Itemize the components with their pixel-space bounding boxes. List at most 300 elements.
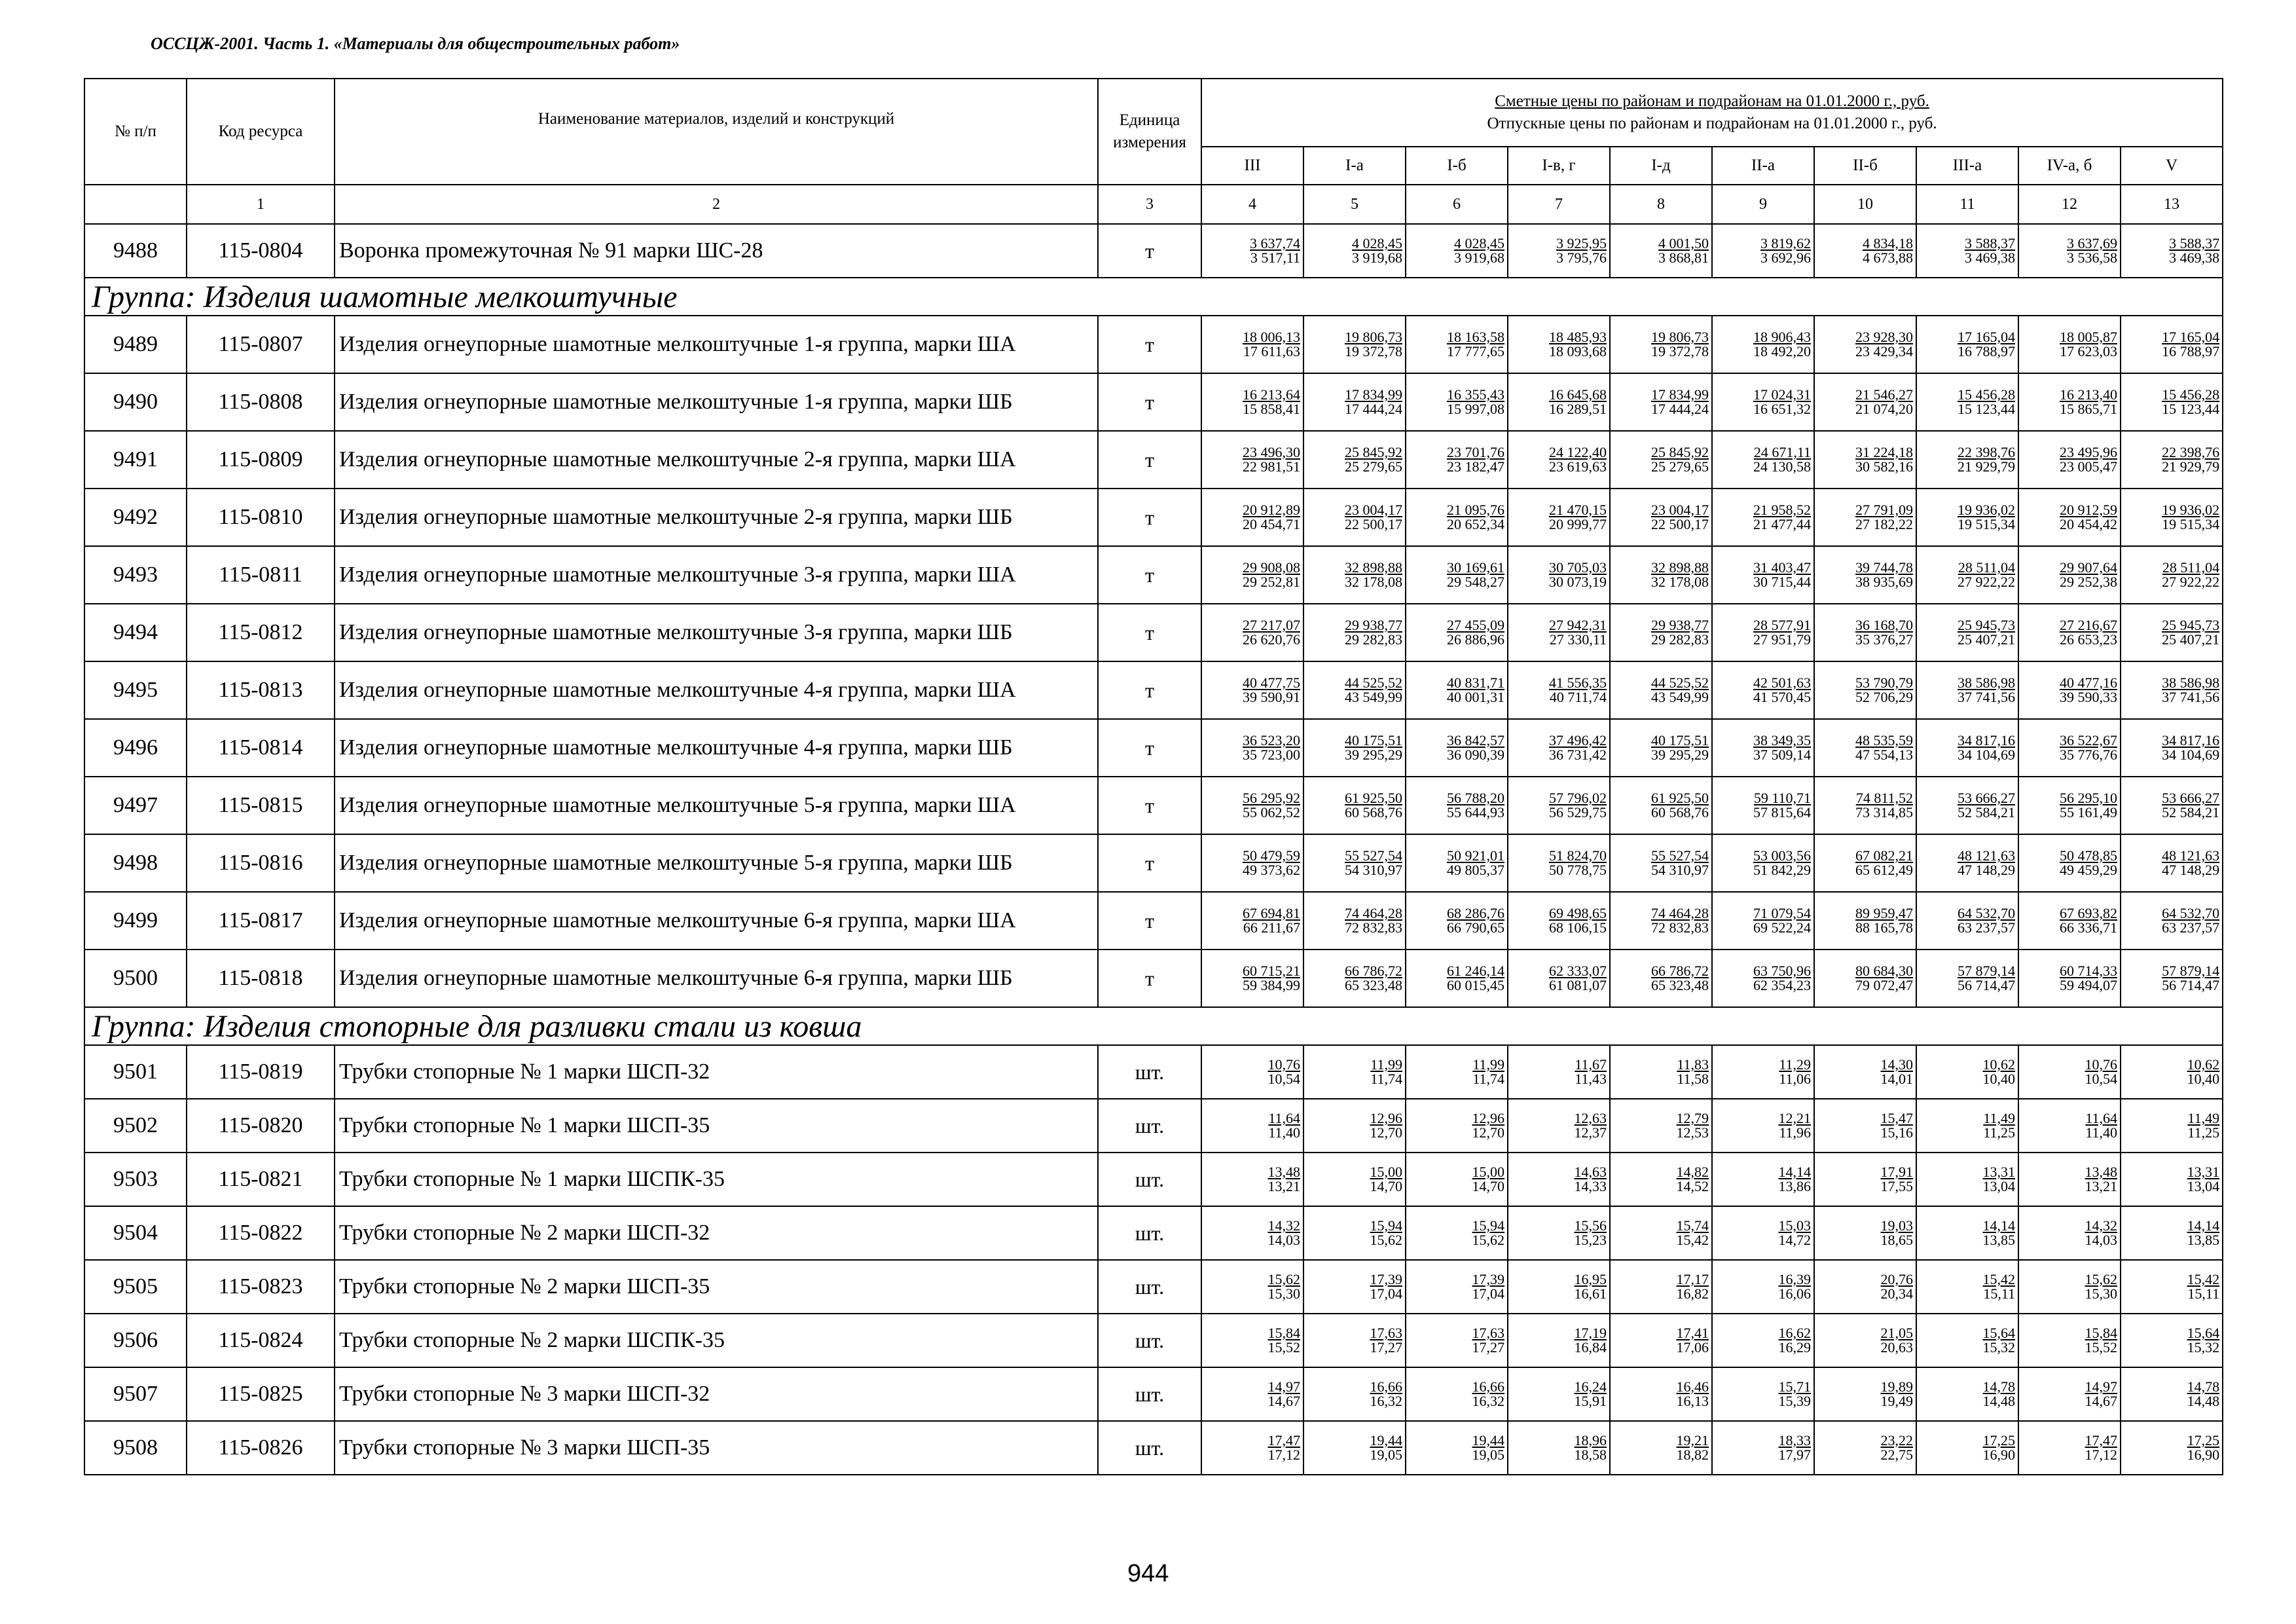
release-price: 52 584,21: [2162, 804, 2220, 821]
release-price: 56 714,47: [2162, 977, 2220, 993]
price-pair: [1406, 676, 1507, 705]
table-row: [84, 661, 2223, 719]
price-cell: [1916, 950, 2018, 1007]
release-price: 15,11: [1983, 1285, 2015, 1302]
release-price: 55 062,52: [1243, 804, 1300, 821]
price-cell: [2018, 719, 2121, 777]
release-price: 11,40: [2085, 1124, 2117, 1141]
price-cell: [1508, 546, 1610, 604]
column-number: 6: [1406, 185, 1508, 224]
price-pair: [1815, 1326, 1916, 1355]
price-cell: [1406, 1367, 1508, 1421]
estimate-price: 53 666,27: [1958, 790, 2015, 806]
table-row: [84, 604, 2223, 661]
price-cell: [1303, 1367, 1406, 1421]
price-cell: [1303, 1421, 1406, 1475]
release-price: 35 776,76: [2060, 747, 2117, 763]
estimate-price: 15,03: [1778, 1217, 1811, 1234]
row-number: 9500: [84, 950, 187, 1007]
release-price: 43 549,99: [1345, 689, 1402, 705]
price-cell: [1712, 1260, 1814, 1314]
release-price: 39 295,29: [1345, 747, 1402, 763]
price-cell: [1508, 431, 1610, 489]
column-number: 8: [1610, 185, 1712, 224]
price-cell: [1508, 719, 1610, 777]
release-price: 27 951,79: [1753, 631, 1811, 648]
price-cell: [2018, 950, 2121, 1007]
release-price: 79 072,47: [1855, 977, 1913, 993]
release-price: 43 549,99: [1651, 689, 1709, 705]
price-pair: [2019, 849, 2120, 877]
resource-code: 115-0818: [187, 950, 335, 1007]
price-cell: [1610, 604, 1712, 661]
price-cell: [1508, 777, 1610, 834]
price-cell: [1712, 1367, 1814, 1421]
price-cell: [1610, 1367, 1712, 1421]
release-price: 14,01: [1880, 1071, 1913, 1087]
estimate-price: 18 906,43: [1753, 329, 1811, 345]
estimate-price: 15,84: [2085, 1325, 2117, 1341]
estimate-price: 11,99: [1472, 1056, 1504, 1073]
release-price: 15,42: [1676, 1232, 1709, 1248]
price-cell: [1303, 1099, 1406, 1153]
estimate-price: 67 694,81: [1243, 905, 1300, 921]
estimate-price: 15,84: [1267, 1325, 1300, 1341]
table-row: [84, 1045, 2223, 1099]
estimate-price: 3 819,62: [1760, 235, 1811, 251]
group-title: Группа: Изделия стопорные для разливки стали из ковша: [84, 1007, 2223, 1045]
estimate-price: 15,94: [1370, 1217, 1402, 1234]
header-code: Код ресурса: [187, 79, 335, 185]
price-pair: [1815, 1380, 1916, 1409]
release-price: 29 282,83: [1345, 631, 1402, 648]
release-price: 19,05: [1370, 1447, 1402, 1463]
estimate-price: 80 684,30: [1855, 963, 1913, 979]
release-price: 68 106,15: [1549, 919, 1607, 936]
release-price: 22 500,17: [1651, 516, 1709, 532]
release-price: 60 568,76: [1651, 804, 1709, 821]
price-cell: [1406, 1153, 1508, 1206]
release-price: 60 015,45: [1447, 977, 1504, 993]
price-cell: [1201, 604, 1303, 661]
estimate-price: 17 024,31: [1753, 386, 1811, 403]
price-cell: [1508, 1206, 1610, 1260]
release-price: 11,25: [2187, 1124, 2220, 1141]
price-pair: [1917, 1326, 2018, 1355]
column-number: 4: [1201, 185, 1303, 224]
estimate-price: 63 750,96: [1753, 963, 1811, 979]
estimate-price: 89 959,47: [1855, 905, 1913, 921]
price-pair: [1304, 676, 1405, 705]
estimate-price: 59 110,71: [1753, 790, 1811, 806]
release-price: 11,25: [1983, 1124, 2015, 1141]
price-pair: [1917, 676, 2018, 705]
release-price: 26 653,23: [2060, 631, 2117, 648]
price-cell: [1201, 1421, 1303, 1475]
release-price: 16,90: [1982, 1447, 2015, 1463]
row-number: 9492: [84, 489, 187, 546]
estimate-price: 17,41: [1676, 1325, 1709, 1341]
price-pair: [1917, 561, 2018, 589]
price-pair: [1304, 1165, 1405, 1194]
price-cell: [2018, 1206, 2121, 1260]
price-pair: [1202, 1272, 1303, 1301]
price-cell: [1712, 950, 1814, 1007]
estimate-price: 71 079,54: [1753, 905, 1811, 921]
unit: т: [1098, 604, 1201, 661]
estimate-price: 16,39: [1778, 1271, 1811, 1287]
release-price: 3 517,11: [1250, 249, 1300, 266]
price-pair: [1611, 906, 1711, 935]
estimate-price: 56 295,92: [1243, 790, 1300, 806]
price-pair: [1508, 906, 1609, 935]
price-pair: [1815, 1219, 1916, 1247]
estimate-price: 74 464,28: [1345, 905, 1402, 921]
price-pair: [1202, 733, 1303, 762]
price-cell: [1303, 719, 1406, 777]
price-pair: [2121, 1219, 2222, 1247]
price-cell: [1303, 950, 1406, 1007]
column-number: 12: [2018, 185, 2121, 224]
release-price: 16,29: [1778, 1339, 1811, 1356]
price-cell: [2121, 1314, 2223, 1367]
release-price: 52 706,29: [1855, 689, 1913, 705]
estimate-price: 16,66: [1370, 1378, 1402, 1395]
price-pair: [1304, 1058, 1405, 1086]
release-price: 52 584,21: [1958, 804, 2015, 821]
price-pair: [1406, 1111, 1507, 1140]
unit: т: [1098, 834, 1201, 892]
release-price: 17,12: [1267, 1447, 1300, 1463]
price-pair: [1304, 1272, 1405, 1301]
price-pair: [1406, 906, 1507, 935]
price-cell: [2121, 431, 2223, 489]
resource-code: 115-0821: [187, 1153, 335, 1206]
release-price: 19 372,78: [1651, 343, 1709, 360]
release-price: 12,37: [1574, 1124, 1607, 1141]
estimate-price: 61 246,14: [1447, 963, 1504, 979]
resource-code: 115-0814: [187, 719, 335, 777]
price-pair: [1917, 1058, 2018, 1086]
release-price: 56 529,75: [1549, 804, 1607, 821]
estimate-price: 23,22: [1880, 1432, 1913, 1449]
material-name: Изделия огнеупорные шамотные мелкоштучные 6-я группа, марки ША: [335, 892, 1098, 950]
estimate-price: 3 637,74: [1250, 235, 1300, 251]
document-header: ОССЦЖ-2001. Часть 1. «Материалы для общестроительных работ»: [151, 34, 680, 53]
release-price: 15,32: [1982, 1339, 2015, 1356]
estimate-price: 25 845,92: [1345, 444, 1402, 460]
estimate-price: 16 355,43: [1447, 386, 1504, 403]
price-cell: [1508, 1153, 1610, 1206]
price-cell: [2121, 834, 2223, 892]
price-pair: [1713, 236, 1813, 265]
table-row: [84, 950, 2223, 1007]
price-pair: [1713, 618, 1813, 647]
price-pair: [1304, 1111, 1405, 1140]
price-pair: [1202, 1380, 1303, 1409]
price-cell: [1201, 892, 1303, 950]
estimate-price: 21,05: [1880, 1325, 1913, 1341]
estimate-price: 50 921,01: [1447, 847, 1504, 864]
release-price: 15,52: [2085, 1339, 2117, 1356]
price-pair: [1202, 1219, 1303, 1247]
estimate-price: 19 806,73: [1345, 329, 1402, 345]
estimate-price: 16,66: [1472, 1378, 1504, 1395]
table-row: [84, 892, 2223, 950]
price-pair: [1406, 1219, 1507, 1247]
estimate-price: 23 496,30: [1243, 444, 1300, 460]
release-price: 3 795,76: [1556, 249, 1607, 266]
release-price: 3 692,96: [1760, 249, 1811, 266]
release-price: 15,30: [1267, 1285, 1300, 1302]
price-cell: [2018, 661, 2121, 719]
release-price: 3 469,38: [2169, 249, 2220, 266]
estimate-price: 32 898,88: [1651, 559, 1709, 576]
row-number: 9497: [84, 777, 187, 834]
estimate-price: 11,83: [1677, 1056, 1709, 1073]
unit: шт.: [1098, 1045, 1201, 1099]
release-price: 12,53: [1676, 1124, 1709, 1141]
price-pair: [1304, 964, 1405, 993]
price-cell: [2121, 1153, 2223, 1206]
table-row: [84, 546, 2223, 604]
release-price: 14,67: [1267, 1393, 1300, 1409]
price-cell: [1406, 892, 1508, 950]
price-cell: [1712, 431, 1814, 489]
price-pair: [1713, 1272, 1813, 1301]
price-cell: [1610, 431, 1712, 489]
release-price: 25 407,21: [2162, 631, 2220, 648]
estimate-price: 14,30: [1880, 1056, 1913, 1073]
price-cell: [1508, 834, 1610, 892]
price-pair: [1611, 445, 1711, 474]
price-pair: [1815, 561, 1916, 589]
price-pair: [2121, 445, 2222, 474]
material-name: Изделия огнеупорные шамотные мелкоштучные 1-я группа, марки ШБ: [335, 373, 1098, 431]
price-pair: [2121, 503, 2222, 532]
price-cell: [1201, 719, 1303, 777]
release-price: 14,52: [1676, 1178, 1709, 1194]
release-price: 38 935,69: [1855, 574, 1913, 590]
price-pair: [2019, 964, 2120, 993]
table-row: [84, 777, 2223, 834]
price-pair: [1202, 964, 1303, 993]
header-region: III-а: [1916, 147, 2018, 185]
price-cell: [1303, 224, 1406, 278]
price-cell: [1303, 777, 1406, 834]
column-number-blank: [84, 185, 187, 224]
estimate-price: 67 693,82: [2060, 905, 2117, 921]
price-cell: [1406, 950, 1508, 1007]
price-pair: [2019, 1058, 2120, 1086]
price-cell: [2018, 1099, 2121, 1153]
price-cell: [1610, 489, 1712, 546]
material-name: Изделия огнеупорные шамотные мелкоштучные 1-я группа, марки ША: [335, 316, 1098, 373]
release-price: 55 161,49: [2060, 804, 2117, 821]
price-pair: [1815, 676, 1916, 705]
estimate-price: 44 525,52: [1651, 674, 1709, 691]
price-pair: [1815, 964, 1916, 993]
release-price: 66 211,67: [1243, 919, 1300, 936]
release-price: 30 582,16: [1855, 458, 1913, 475]
price-pair: [1406, 445, 1507, 474]
release-price: 15,23: [1574, 1232, 1607, 1248]
release-price: 41 570,45: [1753, 689, 1811, 705]
unit: т: [1098, 777, 1201, 834]
estimate-price: 18,96: [1574, 1432, 1607, 1449]
price-pair: [1917, 445, 2018, 474]
row-number: 9494: [84, 604, 187, 661]
price-table: [84, 78, 2223, 1475]
price-pair: [1917, 618, 2018, 647]
estimate-price: 40 175,51: [1345, 732, 1402, 748]
price-pair: [1815, 503, 1916, 532]
table-row: [84, 373, 2223, 431]
release-price: 69 522,24: [1753, 919, 1811, 936]
table-row: [84, 431, 2223, 489]
material-name: Трубки стопорные № 1 марки ШСПК-35: [335, 1153, 1098, 1206]
table-row: [84, 489, 2223, 546]
estimate-price: 14,78: [2187, 1378, 2220, 1395]
price-pair: [1611, 330, 1711, 359]
estimate-price: 11,67: [1575, 1056, 1607, 1073]
release-price: 30 073,19: [1549, 574, 1607, 590]
price-pair: [1406, 618, 1507, 647]
estimate-price: 10,76: [1267, 1056, 1300, 1073]
estimate-price: 62 333,07: [1549, 963, 1607, 979]
price-pair: [1713, 676, 1813, 705]
price-cell: [1303, 661, 1406, 719]
release-price: 65 323,48: [1651, 977, 1709, 993]
price-cell: [1303, 1045, 1406, 1099]
price-cell: [1610, 834, 1712, 892]
price-cell: [1201, 489, 1303, 546]
price-cell: [1814, 1206, 1916, 1260]
release-price: 19 515,34: [1958, 516, 2015, 532]
release-price: 15,62: [1370, 1232, 1402, 1248]
material-name: Изделия огнеупорные шамотные мелкоштучные 5-я группа, марки ША: [335, 777, 1098, 834]
table-row: [84, 1206, 2223, 1260]
estimate-price: 53 790,79: [1855, 674, 1913, 691]
row-number: 9501: [84, 1045, 187, 1099]
release-price: 54 310,97: [1345, 862, 1402, 878]
price-pair: [1304, 791, 1405, 820]
price-pair: [1713, 791, 1813, 820]
unit: т: [1098, 224, 1201, 278]
price-cell: [1712, 1045, 1814, 1099]
price-cell: [1610, 1260, 1712, 1314]
price-pair: [1815, 388, 1916, 416]
estimate-price: 15,64: [1982, 1325, 2015, 1341]
price-pair: [1508, 1272, 1609, 1301]
release-price: 55 644,93: [1447, 804, 1504, 821]
release-price: 26 886,96: [1447, 631, 1504, 648]
price-cell: [1712, 489, 1814, 546]
release-price: 15 858,41: [1243, 401, 1300, 417]
price-cell: [1201, 1260, 1303, 1314]
estimate-price: 28 511,04: [2162, 559, 2220, 576]
estimate-price: 15,47: [1880, 1110, 1913, 1126]
price-cell: [1406, 834, 1508, 892]
release-price: 34 104,69: [1958, 747, 2015, 763]
price-cell: [1712, 661, 1814, 719]
header-region: I-б: [1406, 147, 1508, 185]
estimate-price: 15,94: [1472, 1217, 1504, 1234]
estimate-price: 19,89: [1880, 1378, 1913, 1395]
price-pair: [1406, 1433, 1507, 1462]
price-cell: [2121, 1367, 2223, 1421]
price-pair: [1611, 1433, 1711, 1462]
estimate-price: 74 811,52: [1855, 790, 1913, 806]
release-price: 15,11: [2187, 1285, 2220, 1302]
price-pair: [2121, 618, 2222, 647]
price-cell: [1303, 546, 1406, 604]
estimate-price: 4 001,50: [1658, 235, 1709, 251]
unit: т: [1098, 489, 1201, 546]
price-cell: [2121, 661, 2223, 719]
price-cell: [2018, 316, 2121, 373]
estimate-price: 11,64: [2085, 1110, 2117, 1126]
release-price: 59 384,99: [1243, 977, 1300, 993]
price-cell: [2018, 1367, 2121, 1421]
estimate-price: 10,76: [2085, 1056, 2117, 1073]
release-price: 14,72: [1778, 1232, 1811, 1248]
unit: т: [1098, 950, 1201, 1007]
row-number: 9502: [84, 1099, 187, 1153]
estimate-price: 27 216,67: [2060, 617, 2117, 633]
resource-code: 115-0826: [187, 1421, 335, 1475]
resource-code: 115-0813: [187, 661, 335, 719]
price-pair: [1611, 733, 1711, 762]
price-pair: [1202, 388, 1303, 416]
estimate-price: 13,48: [1267, 1164, 1300, 1180]
resource-code: 115-0815: [187, 777, 335, 834]
price-pair: [1406, 503, 1507, 532]
release-price: 13,86: [1778, 1178, 1811, 1194]
price-cell: [1508, 604, 1610, 661]
table-row: [84, 316, 2223, 373]
release-price: 11,43: [1575, 1071, 1607, 1087]
estimate-price: 56 295,10: [2060, 790, 2117, 806]
table-row: [84, 224, 2223, 278]
price-pair: [2121, 849, 2222, 877]
release-price: 63 237,57: [2162, 919, 2220, 936]
price-cell: [1508, 1260, 1610, 1314]
estimate-price: 14,63: [1574, 1164, 1607, 1180]
price-pair: [1917, 849, 2018, 877]
estimate-price: 41 556,35: [1549, 674, 1607, 691]
release-price: 60 568,76: [1345, 804, 1402, 821]
estimate-price: 14,97: [2085, 1378, 2117, 1395]
price-cell: [1406, 224, 1508, 278]
unit: шт.: [1098, 1314, 1201, 1367]
header-unit: Единица измерения: [1098, 79, 1201, 185]
price-pair: [1611, 1326, 1711, 1355]
estimate-price: 27 791,09: [1855, 502, 1913, 518]
estimate-price: 40 477,16: [2060, 674, 2117, 691]
price-cell: [1406, 1260, 1508, 1314]
estimate-price: 3 637,69: [2067, 235, 2117, 251]
price-cell: [1814, 719, 1916, 777]
estimate-price: 15,42: [2187, 1271, 2220, 1287]
price-cell: [1916, 546, 2018, 604]
row-number: 9504: [84, 1206, 187, 1260]
estimate-price: 55 527,54: [1345, 847, 1402, 864]
price-cell: [1610, 1314, 1712, 1367]
price-pair: [2121, 964, 2222, 993]
price-pair: [2121, 906, 2222, 935]
estimate-price: 19,44: [1370, 1432, 1402, 1449]
